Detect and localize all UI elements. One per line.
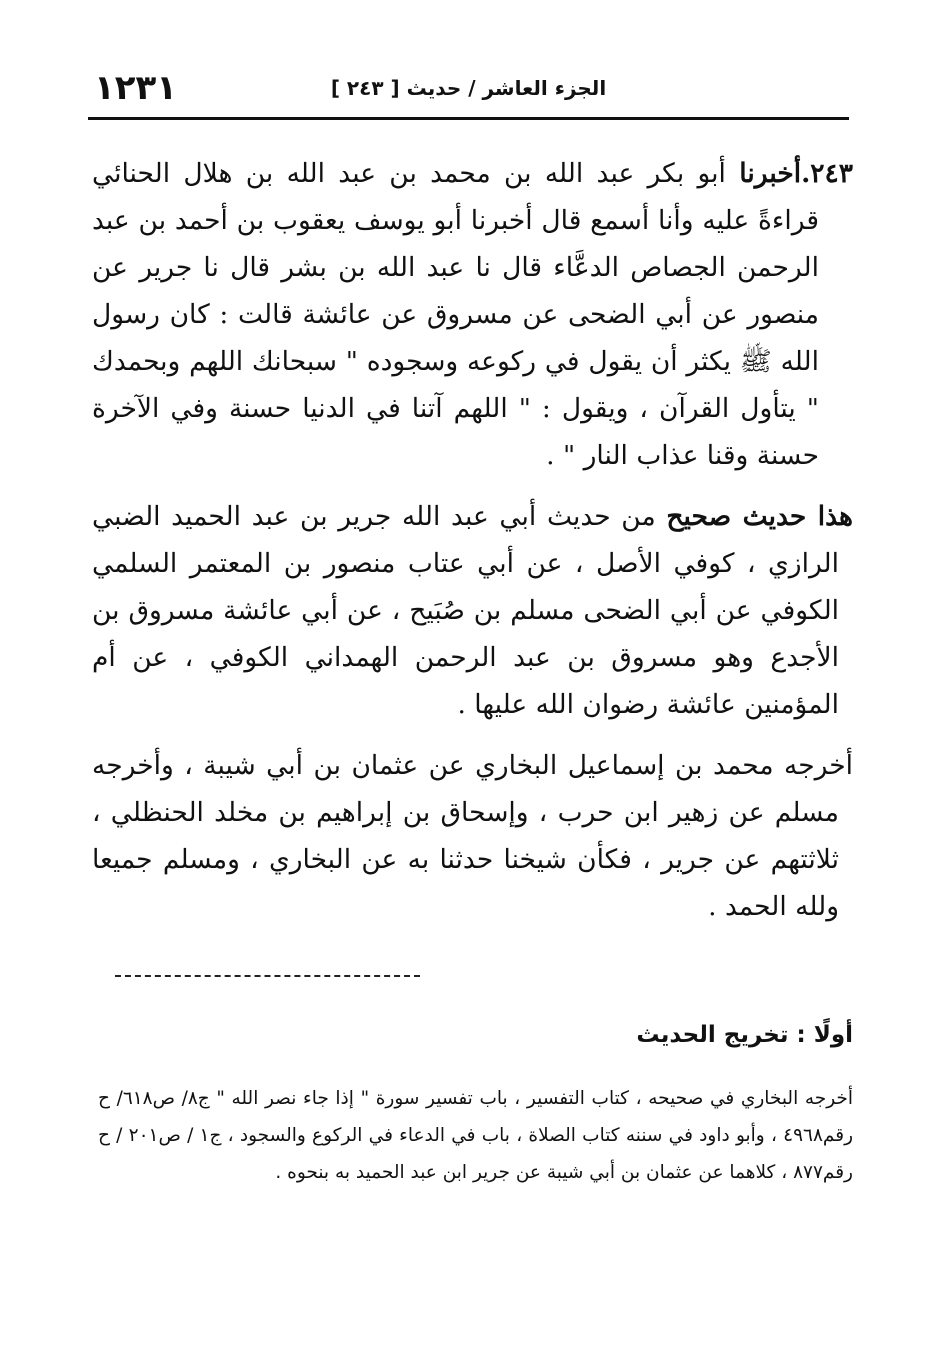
grade-text: من حديث أبي عبد الله جرير بن عبد الحميد الضبي الرازي ، كوفي الأصل ، عن أبي عتاب منصور بن المعتمر السلمي الكوفي عن أبي الضحى مسلم بن صُبَيح ، عن أبي عائشة مسروق بن الأجدع وهو مسروق بن عبد الرحمن الهمداني الكوفي ، عن أم المؤمنين عائشة رضوان الله عليها . [92,501,839,720]
footnote-divider [115,975,420,977]
running-title: الجزء العاشر / حديث [ ٢٤٣ ] [330,76,607,100]
header-rule [88,117,849,120]
grading-paragraph [92,493,853,728]
footnote-text: أخرجه البخاري في صحيحه ، كتاب التفسير ، باب تفسير سورة " إذا جاء نصر الله " ج٨/ ص٦١٨/ ح رقم٤٩٦٨ ، وأبو داود في سننه كتاب الصلاة ، باب في الدعاء في الركوع والسجود ، ج١ / ص٢٠١ / ح رقم٨٧٧ ، كلاهما عن عثمان بن أبي شيبة عن جرير ابن عبد الحميد به بنحوه . [98,1088,854,1183]
footnote-section-title: أولًا : تخريج الحديث [636,1022,853,1048]
page-header [88,68,849,114]
takhrij-paragraph: أخرجه محمد بن إسماعيل البخاري عن عثمان بن أبي شيبة ، وأخرجه مسلم عن زهير ابن حرب ، وإسحاق بن إبراهيم بن مخلد الحنظلي ، ثلاثتهم عن جرير ، فكأن شيخنا حدثنا به عن البخاري ، ومسلم جميعا ولله الحمد . [92,750,853,922]
page-number: ١٢٣١ [94,68,178,108]
hadith-opening: أخبرنا [739,158,802,189]
hadith-text [92,150,853,479]
hadith-body: أبو بكر عبد الله بن محمد بن عبد الله بن هلال الحنائي قراءةً عليه وأنا أسمع قال أخبرنا أبو يوسف يعقوب بن أحمد بن عبد الرحمن الجصاص الدعَّاء قال نا عبد الله بن بشر قال نا جرير عن منصور عن أبي الضحى عن مسروق عن عائشة قالت : كان رسول الله ﷺ يكثر أن يقول في ركوعه وسجوده " سبحانك اللهم وبحمدك " يتأول القرآن ، ويقول : " اللهم آتنا في الدنيا حسنة وفي الآخرة حسنة وقنا عذاب النار " . [92,158,819,471]
hadith-number: ٢٤٣. [801,158,853,189]
main-text [92,150,853,930]
grade-term: هذا حديث صحيح [666,501,853,532]
